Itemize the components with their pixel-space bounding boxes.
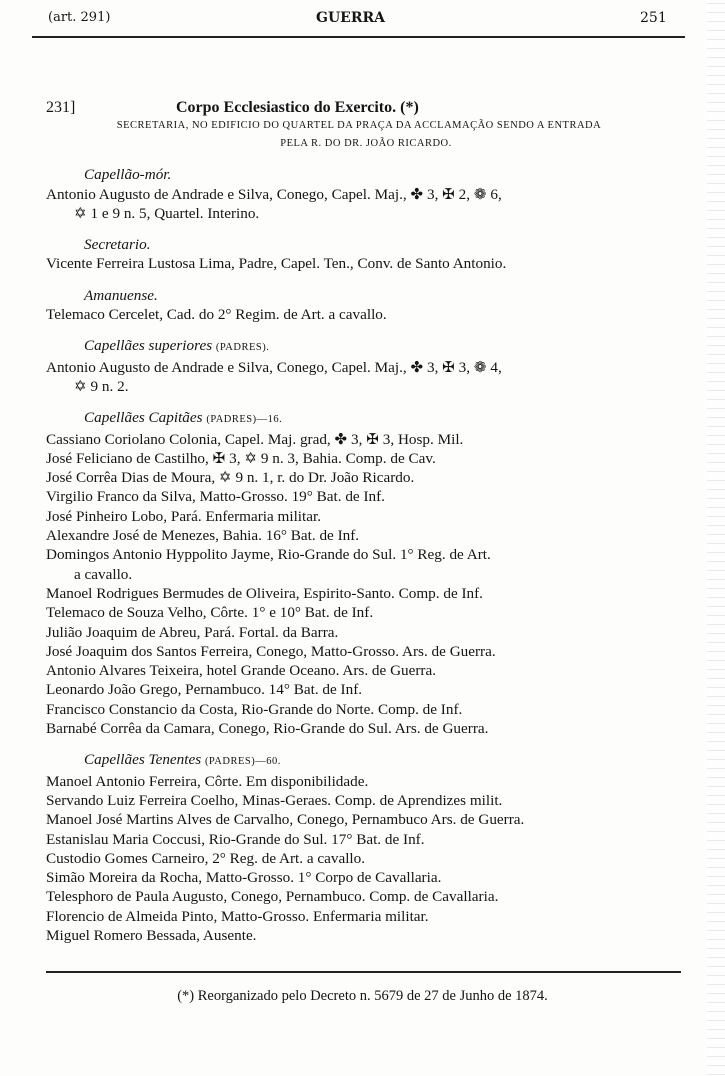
entry-line: Florencio de Almeida Pinto, Matto-Grosso. Enfermaria militar. bbox=[46, 907, 429, 925]
entry-line: Telemaco Cercelet, Cad. do 2° Regim. de Art. a cavallo. bbox=[46, 306, 387, 324]
group-heading-text: Capellães Tenentes bbox=[84, 751, 202, 769]
group-heading bbox=[46, 286, 686, 305]
entry-continuation: ✡ 9 n. 2. bbox=[74, 377, 129, 395]
entry-line: Francisco Constancio da Costa, Rio-Grande do Norte. Comp. de Inf. bbox=[46, 700, 463, 718]
group-heading-text: Capellães Capitães bbox=[84, 409, 203, 427]
entry-line: Manoel José Martins Alves de Carvalho, Conego, Pernambuco Ars. de Guerra. bbox=[46, 811, 525, 829]
page-edge-scan-noise bbox=[707, 0, 725, 1076]
entry-continuation: a cavallo. bbox=[74, 565, 133, 583]
entry-line: Barnabé Corrêa da Camara, Conego, Rio-Grande do Sul. Ars. de Guerra. bbox=[46, 720, 489, 738]
entry-line: Antonio Augusto de Andrade e Silva, Conego, Capel. Maj., ✤ 3, ✠ 3, ❁ 4, bbox=[46, 358, 502, 376]
entry-line: Manoel Antonio Ferreira, Côrte. Em disponibilidade. bbox=[46, 772, 369, 790]
group-heading bbox=[46, 750, 686, 771]
entry-line: Simão Moreira da Rocha, Matto-Grosso. 1° Corpo de Cavallaria. bbox=[46, 869, 442, 887]
staff-groups bbox=[46, 165, 686, 945]
entry-continuation: ✡ 1 e 9 n. 5, Quartel. Interino. bbox=[74, 204, 260, 222]
entry-line: Antonio Alvares Teixeira, hotel Grande Oceano. Ars. de Guerra. bbox=[46, 662, 437, 680]
entry-line: Julião Joaquim de Abreu, Pará. Fortal. da Barra. bbox=[46, 623, 339, 641]
footnote: (*) Reorganizado pelo Decreto n. 5679 de 27 de Junho de 1874. bbox=[177, 988, 548, 1004]
entry-line: Cassiano Coriolano Colonia, Capel. Maj. grad, ✤ 3, ✠ 3, Hosp. Mil. bbox=[46, 430, 464, 448]
entry-line: Leonardo João Grego, Pernambuco. 14° Bat. de Inf. bbox=[46, 681, 363, 699]
group-note: (PADRES). bbox=[215, 342, 270, 354]
entry-line: Domingos Antonio Hyppolito Jayme, Rio-Grande do Sul. 1° Reg. de Art. bbox=[46, 546, 491, 564]
group-note: (PADRES)—16. bbox=[206, 414, 283, 426]
section-title bbox=[46, 98, 686, 117]
page-number: 251 bbox=[640, 10, 667, 26]
group-heading bbox=[46, 408, 686, 429]
entry-line: José Corrêa Dias de Moura, ✡ 9 n. 1, r. do Dr. João Ricardo. bbox=[46, 469, 415, 487]
document-body bbox=[46, 98, 686, 945]
entry-line: José Joaquim dos Santos Ferreira, Conego, Matto-Grosso. Ars. de Guerra. bbox=[46, 642, 496, 660]
entry-line: José Pinheiro Lobo, Pará. Enfermaria militar. bbox=[46, 507, 321, 525]
footnote-rule bbox=[46, 971, 681, 973]
group-heading bbox=[46, 336, 686, 357]
group-heading-text: Amanuense. bbox=[84, 286, 158, 304]
entry-line: Vicente Ferreira Lustosa Lima, Padre, Capel. Ten., Conv. de Santo Antonio. bbox=[46, 255, 507, 273]
group-heading-text: Capellão-mór. bbox=[84, 166, 172, 184]
header-running-title: GUERRA bbox=[316, 10, 385, 26]
group-heading bbox=[46, 165, 686, 184]
entry-line: José Feliciano de Castilho, ✠ 3, ✡ 9 n. 3, Bahia. Comp. de Cav. bbox=[46, 449, 436, 467]
section-subtitle-cont: PELA R. DO DR. JOÃO RICARDO. bbox=[280, 138, 452, 150]
group-heading-text: Capellães superiores bbox=[84, 337, 213, 355]
entry-line: Antonio Augusto de Andrade e Silva, Conego, Capel. Maj., ✤ 3, ✠ 2, ❁ 6, bbox=[46, 185, 502, 203]
section-subtitle: SECRETARIA, NO EDIFICIO DO QUARTEL DA PRAÇA DA ACCLAMAÇÃO SENDO A ENTRADA bbox=[116, 120, 602, 132]
section-number: 231] bbox=[46, 99, 76, 116]
entry-line: Servando Luiz Ferreira Coelho, Minas-Geraes. Comp. de Aprendizes milit. bbox=[46, 791, 503, 809]
header-rule bbox=[32, 36, 685, 38]
group-heading bbox=[46, 235, 686, 254]
section-heading: Corpo Ecclesiastico do Exercito. (*) bbox=[176, 99, 419, 116]
entry-line: Virgilio Franco da Silva, Matto-Grosso. 19° Bat. de Inf. bbox=[46, 488, 385, 506]
entry-line: Telemaco de Souza Velho, Côrte. 1° e 10° Bat. de Inf. bbox=[46, 604, 374, 622]
entry-line: Estanislau Maria Coccusi, Rio-Grande do Sul. 17° Bat. de Inf. bbox=[46, 830, 425, 848]
entry-line: Manoel Rodrigues Bermudes de Oliveira, Espirito-Santo. Comp. de Inf. bbox=[46, 584, 483, 602]
group-heading-text: Secretario. bbox=[84, 236, 151, 254]
entry-line: Miguel Romero Bessada, Ausente. bbox=[46, 926, 257, 944]
header-article-ref: (art. 291) bbox=[48, 10, 111, 25]
group-note: (PADRES)—60. bbox=[204, 756, 281, 768]
entry-line: Custodio Gomes Carneiro, 2° Reg. de Art. a cavallo. bbox=[46, 849, 366, 867]
entry-line: Telesphoro de Paula Augusto, Conego, Pernambuco. Comp. de Cavallaria. bbox=[46, 888, 499, 906]
entry-line: Alexandre José de Menezes, Bahia. 16° Bat. de Inf. bbox=[46, 527, 360, 545]
